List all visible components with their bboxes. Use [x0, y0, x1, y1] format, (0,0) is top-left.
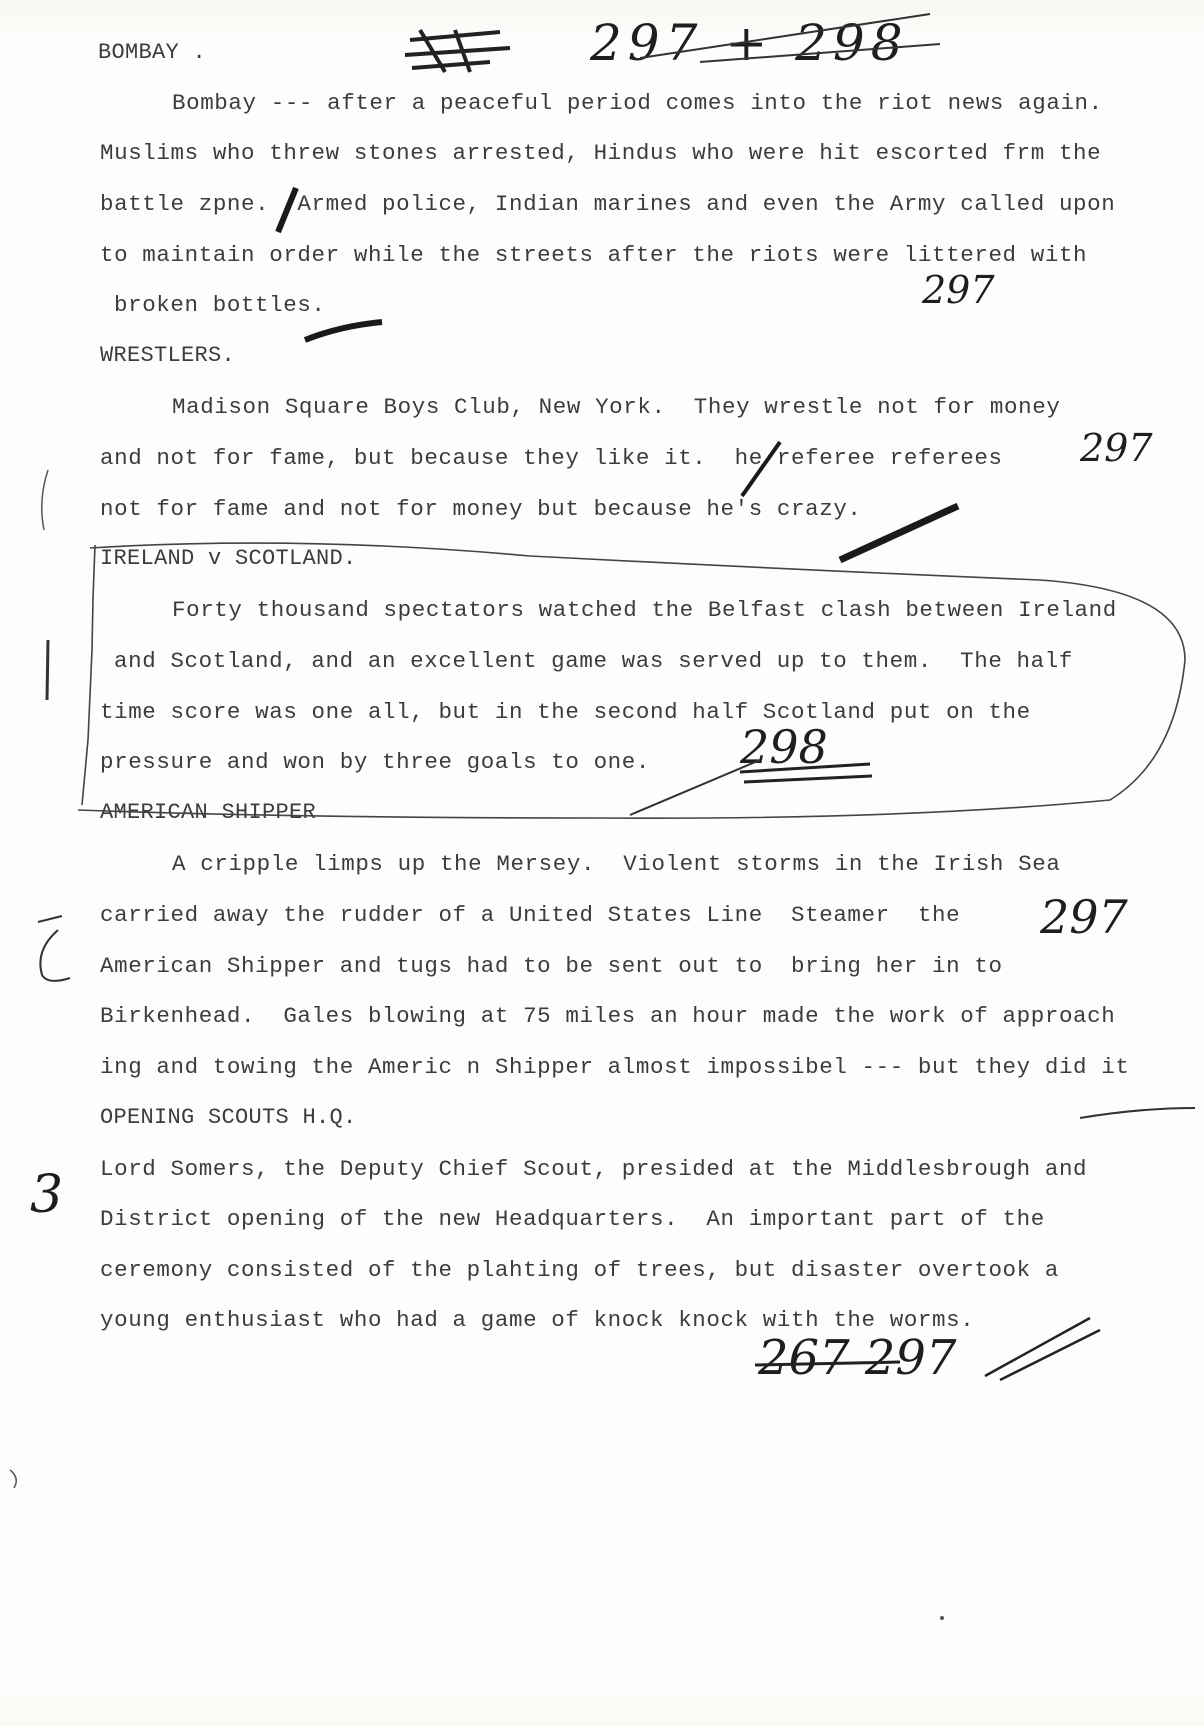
handwritten-note-shipper: 297: [1040, 890, 1128, 944]
ireland-line-2: and Scotland, and an excellent game was served up to them. The half: [114, 648, 1073, 674]
bombay-line-1: Bombay --- after a peaceful period comes into the riot news again.: [172, 90, 1103, 116]
handwritten-note-footer: 267 297: [758, 1330, 957, 1386]
bombay-line-2: Muslims who threw stones arrested, Hindus who were hit escorted frm the: [100, 140, 1102, 166]
bombay-line-5: broken bottles.: [114, 292, 326, 318]
scouts-line-4: young enthusiast who had a game of knock knock with the worms.: [100, 1307, 975, 1333]
section-heading-bombay: BOMBAY .: [98, 40, 207, 65]
bombay-line-3: battle zpne. Armed police, Indian marines and even the Army called upon: [100, 191, 1116, 217]
handwritten-left-margin-note: 3: [30, 1165, 64, 1225]
section-heading-wrestlers: WRESTLERS.: [100, 343, 236, 368]
shipper-line-1: A cripple limps up the Mersey. Violent storms in the Irish Sea: [172, 851, 1061, 877]
wrestlers-line-3: not for fame and not for money but because he's crazy.: [100, 496, 862, 522]
scouts-line-2: District opening of the new Headquarters. An important part of the: [100, 1206, 1045, 1232]
handwritten-page-numbers: 297 + 298: [590, 14, 909, 72]
shipper-line-2: carried away the rudder of a United States Line Steamer the: [100, 902, 961, 928]
ireland-line-4: pressure and won by three goals to one.: [100, 749, 650, 775]
handwritten-note-ireland: 298: [740, 720, 828, 774]
bombay-line-4: to maintain order while the streets after the riots were littered with: [100, 242, 1088, 268]
shipper-line-4: Birkenhead. Gales blowing at 75 miles an hour made the work of approach: [100, 1003, 1116, 1029]
shipper-line-5: ing and towing the Americ n Shipper almost impossibel --- but they did it: [100, 1054, 1130, 1080]
handwritten-note-wrestlers: 297: [1080, 426, 1153, 470]
handwritten-note-bombay: 297: [922, 268, 995, 312]
scouts-line-1: Lord Somers, the Deputy Chief Scout, presided at the Middlesbrough and: [100, 1156, 1088, 1182]
scouts-line-3: ceremony consisted of the plahting of trees, but disaster overtook a: [100, 1257, 1059, 1283]
ireland-line-1: Forty thousand spectators watched the Belfast clash between Ireland: [172, 597, 1117, 623]
section-heading-american-shipper: AMERICAN SHIPPER: [100, 800, 317, 825]
section-heading-opening-scouts: OPENING SCOUTS H.Q.: [100, 1105, 357, 1130]
shipper-line-3: American Shipper and tugs had to be sent out to bring her in to: [100, 953, 1003, 979]
ireland-line-3: time score was one all, but in the second half Scotland put on the: [100, 699, 1031, 725]
wrestlers-line-1: Madison Square Boys Club, New York. They wrestle not for money: [172, 394, 1061, 420]
section-heading-ireland-scotland: IRELAND v SCOTLAND.: [100, 546, 357, 571]
wrestlers-line-2: and not for fame, but because they like it. he referee referees: [100, 445, 1003, 471]
